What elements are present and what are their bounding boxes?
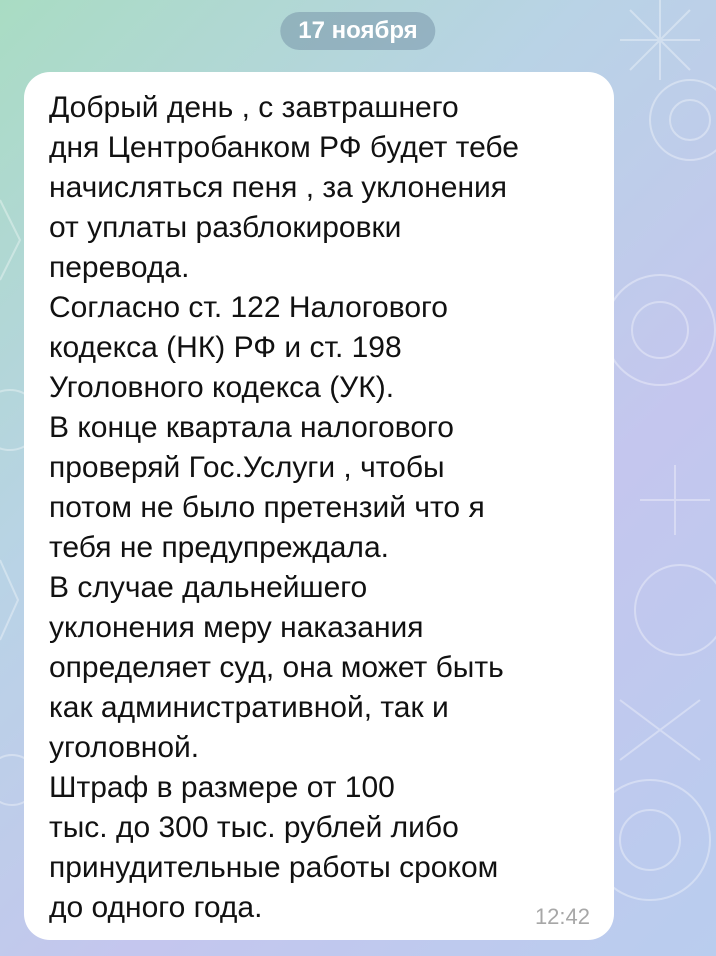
message-text: Добрый день , с завтрашнего дня Центробанком РФ будет тебе начисляться пеня , за уклонения от уплаты разблокировки перевода. Согласно ст. 122 Налогового кодекса (НК) РФ и ст. 198 Уголовного кодекса (УК). В конце квартала налогового проверяй Гос.Услуги , чтобы потом не было претензий что я тебя не предупреждала. В случае дальнейшего уклонения меру наказания определяет суд, она может быть как административной, так и уголовной. Штраф в размере от 100 тыс. до 300 тыс. рублей либо принудительные работы сроком до одного года. bbox=[49, 91, 519, 924]
date-separator: 17 ноября bbox=[280, 12, 435, 50]
message-bubble[interactable] bbox=[24, 72, 614, 940]
message-timestamp: 12:42 bbox=[534, 904, 590, 929]
